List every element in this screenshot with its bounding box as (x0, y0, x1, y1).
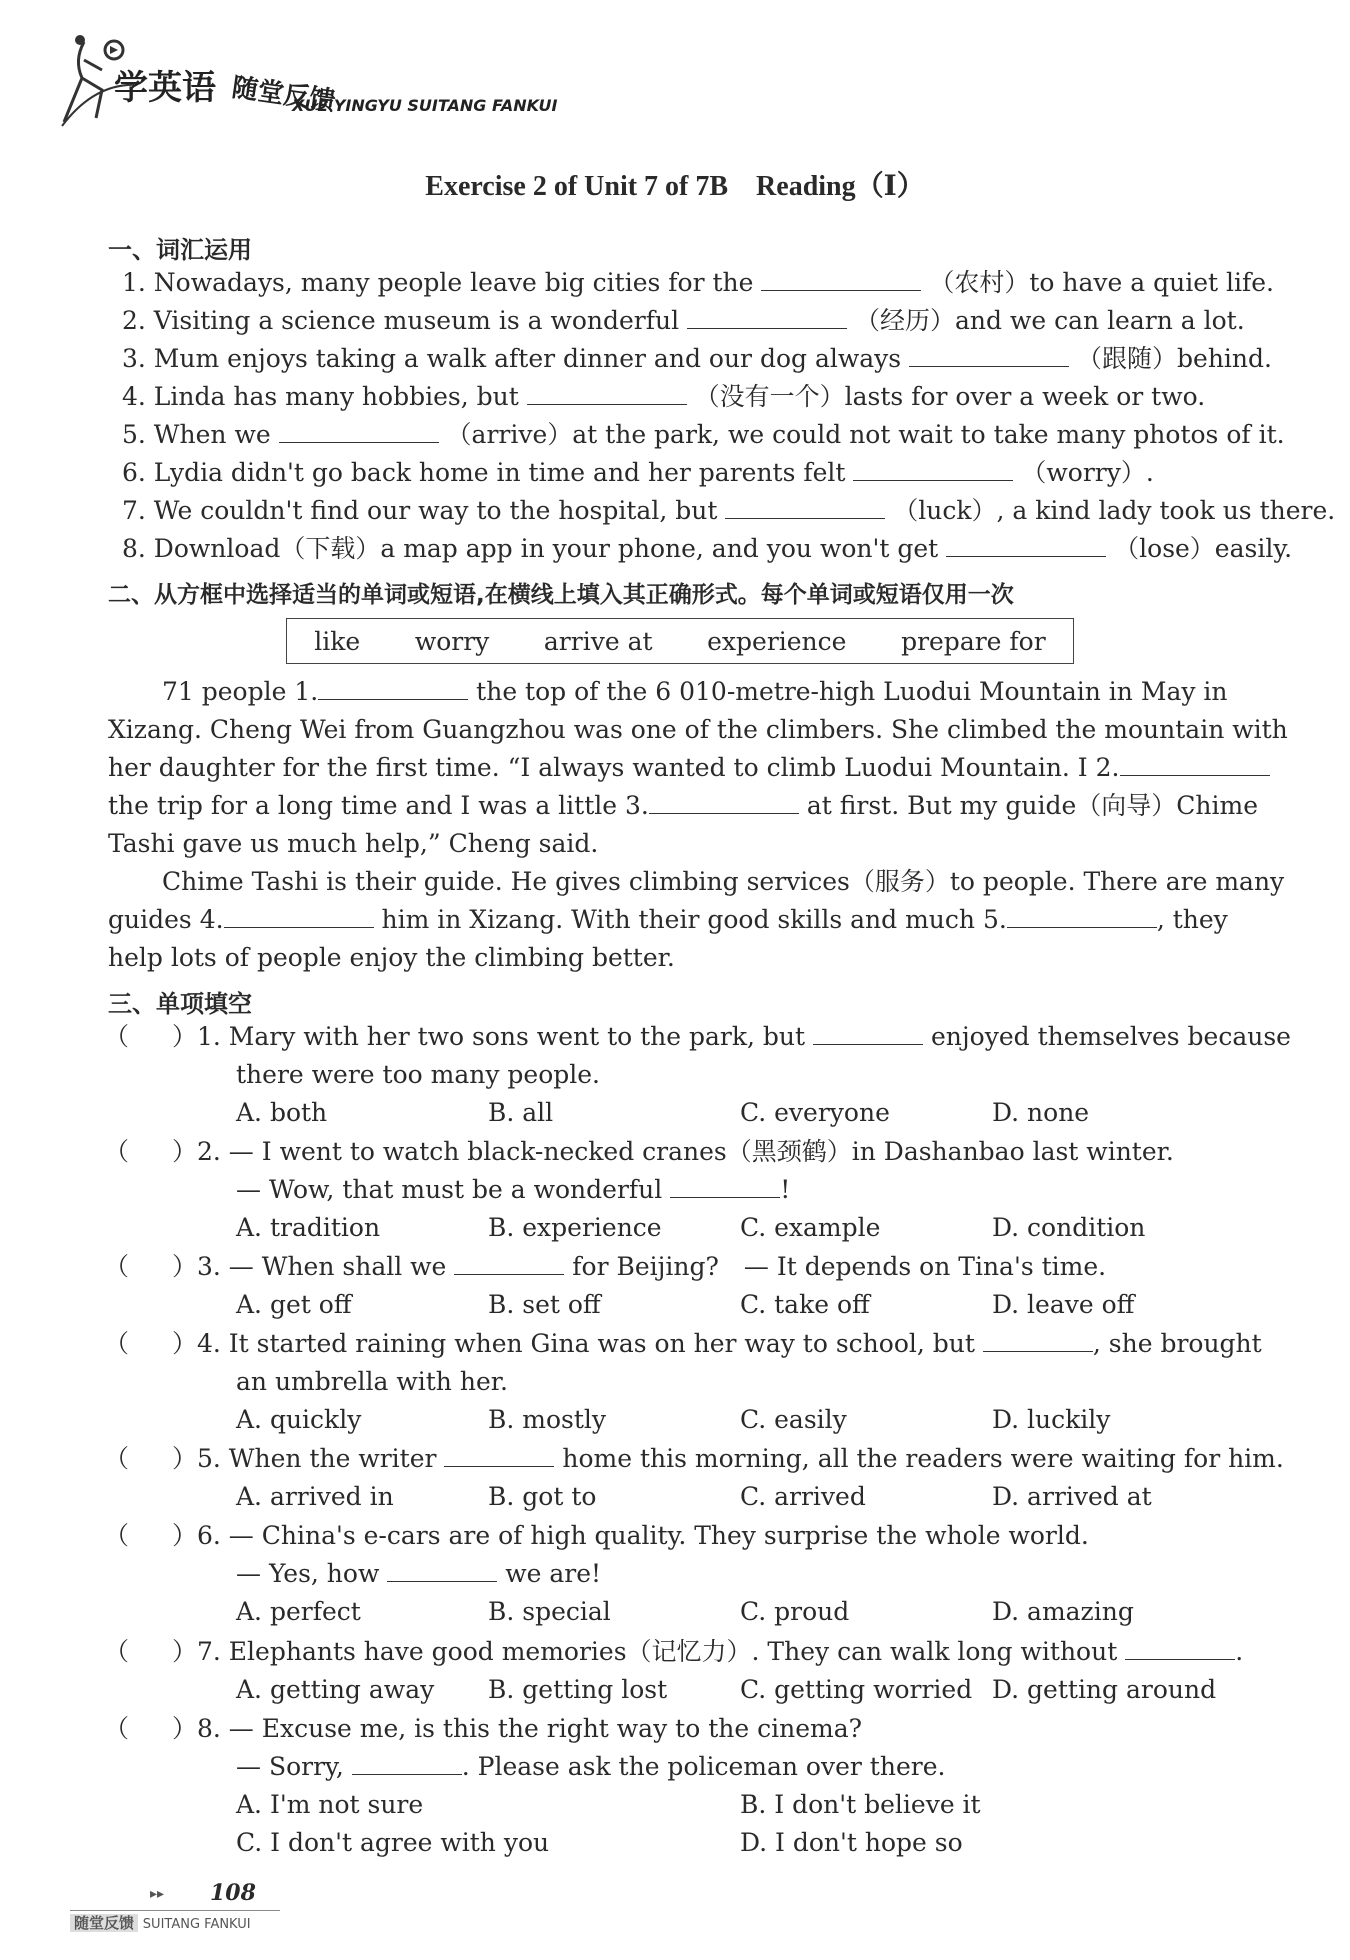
option-a[interactable]: A. quickly (236, 1405, 362, 1434)
blank-number: 5. (982, 905, 1007, 934)
answer-blank[interactable] (725, 496, 885, 519)
list-item (122, 533, 1292, 565)
option-c[interactable]: C. arrived (740, 1482, 866, 1511)
question-text: ）2. — I went to watch black-necked cranes（黑颈鹤）in Dashanbao last winter. (172, 1137, 1174, 1166)
option-b[interactable]: B. special (488, 1597, 611, 1626)
passage-line (108, 752, 1270, 784)
word-option: like (314, 626, 361, 656)
question-line (172, 1520, 1089, 1552)
question-text: we are! (505, 1559, 602, 1588)
question-text: ）1. Mary with her two sons went to the park, but (172, 1022, 806, 1051)
item-text: 6. Lydia didn't go back home in time and her parents felt (122, 458, 846, 487)
passage-text: him in Xizang. With their good skills and much (381, 905, 976, 934)
answer-blank[interactable] (527, 382, 687, 405)
question-line (172, 1443, 1284, 1475)
passage-text: her daughter for the first time. “I always wanted to climb Luodui Mountain. I (108, 753, 1088, 782)
question-text: ）6. — China's e-cars are of high quality. They surprise the whole world. (172, 1521, 1089, 1550)
answer-blank[interactable] (687, 306, 847, 329)
question-text: for Beijing? — It depends on Tina's time. (572, 1252, 1107, 1281)
item-text: 2. Visiting a science museum is a wonderful (122, 306, 680, 335)
passage-line (108, 790, 1258, 822)
question-text: ）3. — When shall we (172, 1252, 447, 1281)
answer-paren[interactable]: （ (104, 1022, 130, 1051)
question-text: ）7. Elephants have good memories（记忆力）. They can walk long without (172, 1637, 1118, 1666)
question-text: . Please ask the policeman over there. (461, 1752, 946, 1781)
logo-sub: 随堂反馈 (230, 72, 338, 118)
answer-paren[interactable]: （ (104, 1714, 130, 1743)
answer-blank[interactable] (224, 905, 374, 928)
option-b[interactable]: B. I don't believe it (740, 1790, 981, 1819)
option-d[interactable]: D. luckily (992, 1405, 1111, 1434)
option-d[interactable]: D. getting around (992, 1675, 1217, 1704)
passage-line (162, 866, 1284, 898)
option-d[interactable]: D. I don't hope so (740, 1828, 963, 1857)
option-c[interactable]: C. proud (740, 1597, 850, 1626)
passage-text: Xizang. Cheng Wei from Guangzhou was one of the climbers. She climbed the mountain with (108, 715, 1288, 744)
item-text: 8. Download（下载）a map app in your phone, and you won't get (122, 534, 939, 563)
header-logo (44, 30, 684, 130)
footer-badge-text: 随堂反馈 (70, 1914, 138, 1932)
footer-badge-sub: SUITANG FANKUI (142, 1917, 251, 1932)
item-text: （luck）, a kind lady took us there. (893, 496, 1336, 525)
item-text: （没有一个）lasts for over a week or two. (694, 382, 1206, 411)
answer-blank[interactable] (813, 1022, 923, 1045)
question-text: — Wow, that must be a wonderful (236, 1175, 663, 1204)
word-option: arrive at (543, 626, 653, 656)
option-b[interactable]: B. got to (488, 1482, 597, 1511)
question-line (236, 1751, 945, 1783)
answer-paren[interactable]: （ (104, 1137, 130, 1166)
page-title: Exercise 2 of Unit 7 of 7B Reading（Ⅰ） (425, 171, 925, 202)
option-a[interactable]: A. arrived in (236, 1482, 394, 1511)
answer-blank[interactable] (387, 1559, 497, 1582)
option-c[interactable]: C. I don't agree with you (236, 1828, 550, 1857)
logo-text: 学英语 (114, 68, 216, 108)
answer-paren[interactable]: （ (104, 1252, 130, 1281)
question-text: — Sorry, (236, 1752, 344, 1781)
passage-text: Chime Tashi is their guide. He gives climbing services（服务）to people. There are many (162, 867, 1285, 896)
answer-blank[interactable] (352, 1752, 462, 1775)
answer-blank[interactable] (1125, 1637, 1235, 1660)
answer-blank[interactable] (909, 344, 1069, 367)
passage-text: guides (108, 905, 192, 934)
item-text: 3. Mum enjoys taking a walk after dinner and our dog always (122, 344, 902, 373)
answer-blank[interactable] (1007, 905, 1157, 928)
option-a[interactable]: A. tradition (236, 1213, 381, 1242)
option-c[interactable]: C. take off (740, 1290, 870, 1319)
answer-blank[interactable] (649, 791, 799, 814)
question-line (172, 1328, 1262, 1360)
footer-badge (70, 1912, 251, 1933)
answer-blank[interactable] (853, 458, 1013, 481)
option-a[interactable]: A. I'm not sure (236, 1790, 424, 1819)
option-d[interactable]: D. none (992, 1098, 1090, 1127)
passage-line (108, 904, 1228, 936)
footer-rule (70, 1910, 280, 1911)
option-d[interactable]: D. amazing (992, 1597, 1134, 1626)
question-text: . (1235, 1637, 1244, 1666)
question-line (172, 1636, 1243, 1668)
option-a[interactable]: A. get off (236, 1290, 352, 1319)
answer-blank[interactable] (279, 420, 439, 443)
question-text: — Yes, how (236, 1559, 380, 1588)
blank-number: 4. (199, 905, 224, 934)
answer-blank[interactable] (1120, 753, 1270, 776)
answer-blank[interactable] (983, 1329, 1093, 1352)
logo-pinyin: XUE YINGYU SUITANG FANKUI (292, 96, 558, 115)
question-text: home this morning, all the readers were waiting for him. (562, 1444, 1284, 1473)
item-text: 1. Nowadays, many people leave big cities for the (122, 268, 754, 297)
section1-heading: 一、词汇运用 (108, 236, 252, 264)
answer-paren[interactable]: （ (104, 1444, 130, 1473)
option-c[interactable]: C. easily (740, 1405, 847, 1434)
option-b[interactable]: B. mostly (488, 1405, 607, 1434)
section3-heading: 三、单项填空 (108, 990, 252, 1018)
list-item (122, 305, 1245, 337)
passage-text: at first. But my guide（向导）Chime (806, 791, 1258, 820)
list-item (122, 419, 1285, 451)
word-option: worry (414, 626, 490, 656)
option-d[interactable]: D. leave off (992, 1290, 1135, 1319)
answer-blank[interactable] (946, 534, 1106, 557)
item-text: 4. Linda has many hobbies, but (122, 382, 519, 411)
question-line: an umbrella with her. (236, 1367, 508, 1396)
question-text: enjoyed themselves because (931, 1022, 1291, 1051)
item-text: （经历）and we can learn a lot. (855, 306, 1245, 335)
option-b[interactable]: B. set off (488, 1290, 601, 1319)
item-text: （跟随）behind. (1077, 344, 1272, 373)
list-item (122, 495, 1335, 527)
answer-paren[interactable]: （ (104, 1637, 130, 1666)
option-c[interactable]: C. getting worried (740, 1675, 973, 1704)
blank-number: 2. (1095, 753, 1120, 782)
option-a[interactable]: A. both (236, 1098, 328, 1127)
passage-line (108, 828, 598, 860)
question-text: ）4. It started raining when Gina was on her way to school, but (172, 1329, 975, 1358)
option-b[interactable]: B. experience (488, 1213, 662, 1242)
word-box (286, 618, 1074, 664)
question-text: ! (780, 1175, 791, 1204)
passage-text: Tashi gave us much help,” Cheng said. (108, 829, 599, 858)
list-item (122, 457, 1154, 489)
option-b[interactable]: B. getting lost (488, 1675, 668, 1704)
blank-number: 3. (625, 791, 649, 820)
question-text: ）8. — Excuse me, is this the right way to the cinema? (172, 1714, 863, 1743)
answer-blank[interactable] (318, 677, 468, 700)
question-line (172, 1713, 862, 1745)
option-a[interactable]: A. getting away (236, 1675, 435, 1704)
passage-text: the trip for a long time and I was a little (108, 791, 618, 820)
passage-text: the top of the 6 010-metre-high Luodui Mountain in May in (476, 677, 1228, 706)
footer-arrow-icon: ▸▸ (150, 1886, 165, 1902)
question-line (236, 1558, 601, 1590)
word-option: experience (707, 626, 847, 656)
item-text: （worry）. (1021, 458, 1154, 487)
section2-heading: 二、从方框中选择适当的单词或短语,在横线上填入其正确形式。每个单词或短语仅用一次 (108, 582, 1014, 608)
option-a[interactable]: A. perfect (236, 1597, 361, 1626)
answer-paren[interactable]: （ (104, 1329, 130, 1358)
list-item (122, 267, 1274, 299)
item-text: （农村）to have a quiet life. (929, 268, 1274, 297)
option-d[interactable]: D. arrived at (992, 1482, 1152, 1511)
answer-blank[interactable] (444, 1444, 554, 1467)
answer-blank[interactable] (761, 268, 921, 291)
option-b[interactable]: B. all (488, 1098, 554, 1127)
page-number: 108 (210, 1880, 256, 1906)
item-text: 5. When we (122, 420, 271, 449)
blank-number: 1. (294, 677, 319, 706)
passage-text: help lots of people enjoy the climbing better. (108, 943, 675, 972)
question-line (236, 1174, 790, 1206)
passage-line (162, 676, 1228, 708)
option-d[interactable]: D. condition (992, 1213, 1146, 1242)
option-c[interactable]: C. example (740, 1213, 881, 1242)
answer-paren[interactable]: （ (104, 1521, 130, 1550)
list-item (122, 343, 1272, 375)
answer-blank[interactable] (670, 1175, 780, 1198)
passage-text: 71 people (162, 677, 287, 706)
question-line (172, 1136, 1174, 1168)
question-line (172, 1021, 1291, 1053)
answer-blank[interactable] (454, 1252, 564, 1275)
item-text: 7. We couldn't find our way to the hospital, but (122, 496, 718, 525)
question-line: there were too many people. (236, 1060, 600, 1089)
item-text: （lose）easily. (1114, 534, 1293, 563)
question-text: , she brought (1092, 1329, 1262, 1358)
word-option: prepare for (901, 626, 1046, 656)
question-text: ）5. When the writer (172, 1444, 437, 1473)
passage-text: , they (1156, 905, 1228, 934)
passage-line (108, 714, 1288, 746)
item-text: （arrive）at the park, we could not wait to take many photos of it. (446, 420, 1285, 449)
question-line (172, 1251, 1106, 1283)
list-item (122, 381, 1205, 413)
passage-line (108, 942, 675, 974)
option-c[interactable]: C. everyone (740, 1098, 890, 1127)
